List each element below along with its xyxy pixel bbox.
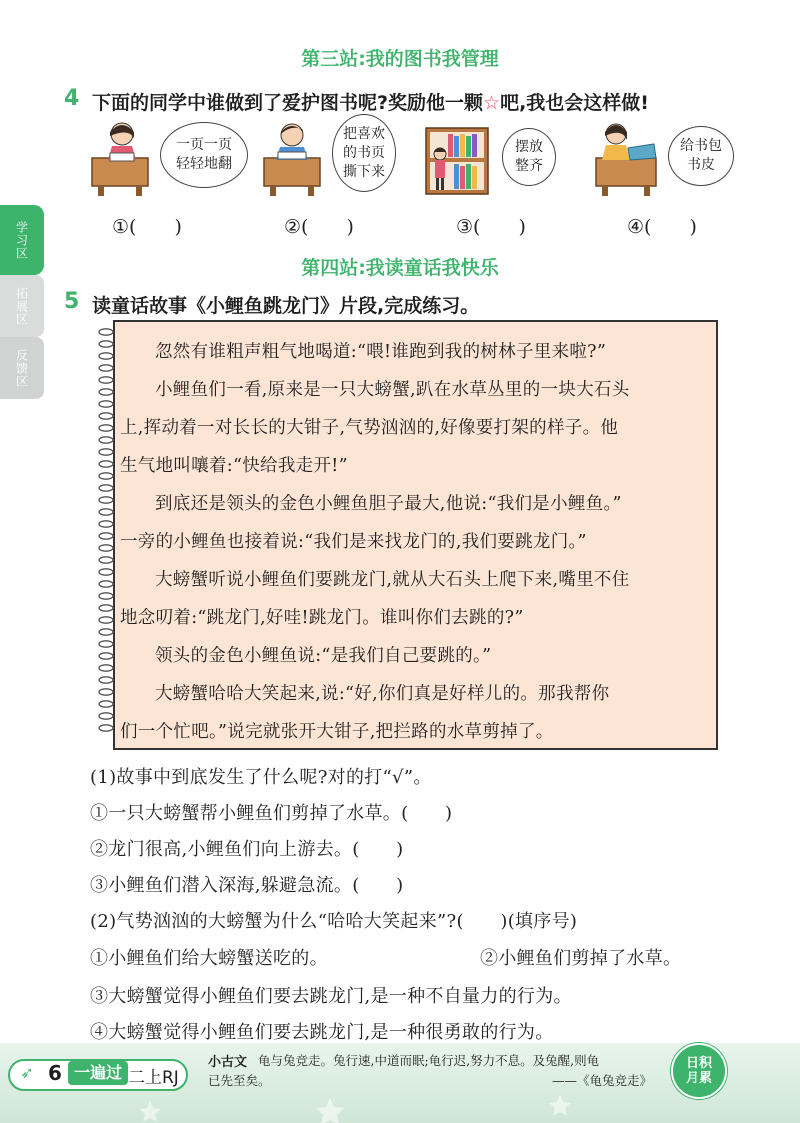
spiral-ring bbox=[99, 641, 113, 647]
spiral-ring bbox=[99, 437, 113, 443]
sub-question-2[interactable]: (2)气势汹汹的大螃蟹为什么“哈哈大笑起来”?( )(填序号) bbox=[90, 911, 578, 932]
spiral-ring bbox=[99, 425, 113, 431]
spiral-ring bbox=[99, 629, 113, 635]
spiral-ring bbox=[99, 461, 113, 467]
story-line: 们一个忙吧。”说完就张开大钳子,把拦路的水草剪掉了。 bbox=[120, 722, 554, 742]
speech-bubble-3: 摆放 整齐 bbox=[502, 128, 556, 186]
spiral-ring bbox=[99, 389, 113, 395]
daily-accumulation-badge: 日积 月累 bbox=[671, 1043, 727, 1099]
story-line: 大螃蟹听说小鲤鱼们要跳龙门,就从大石头上爬下来,嘴里不住 bbox=[155, 570, 630, 590]
choice-2[interactable]: ②( ) bbox=[284, 216, 354, 238]
spiral-ring bbox=[99, 377, 113, 383]
spiral-ring bbox=[99, 497, 113, 503]
boy-tearing-icon bbox=[262, 118, 332, 198]
question-5-text: 读童话故事《小鲤鱼跳龙门》片段,完成练习。 bbox=[92, 295, 480, 317]
story-line: 一旁的小鲤鱼也接着说:“我们是来找龙门的,我们要跳龙门。” bbox=[120, 532, 587, 552]
spiral-ring bbox=[99, 581, 113, 587]
story-line: 生气地叫嚷着:“快给我走开!” bbox=[120, 456, 348, 476]
classic-label: 小古文 bbox=[208, 1055, 248, 1070]
story-line: 到底还是领头的金色小鲤鱼胆子最大,他说:“我们是小鲤鱼。” bbox=[155, 494, 622, 514]
spiral-ring bbox=[99, 341, 113, 347]
speech-bubble-4: 给书包 书皮 bbox=[668, 126, 734, 186]
question-number-4: 4 bbox=[64, 86, 80, 111]
spiral-ring bbox=[99, 521, 113, 527]
girl-covering-book-icon bbox=[594, 118, 666, 198]
story-line: 上,挥动着一对长长的大钳子,气势汹汹的,好像要打架的样子。他 bbox=[120, 418, 619, 438]
spiral-ring bbox=[99, 401, 113, 407]
spiral-ring bbox=[99, 533, 113, 539]
bookshelf-icon bbox=[424, 118, 490, 198]
sub2-option-4: ④大螃蟹觉得小鲤鱼们要去跳龙门,是一种很勇敢的行为。 bbox=[90, 1022, 554, 1043]
section4-title: 第四站:我读童话我快乐 bbox=[301, 257, 499, 279]
spiral-ring bbox=[99, 689, 113, 695]
story-line: 领头的金色小鲤鱼说:“是我们自己要跳的。” bbox=[155, 646, 492, 666]
spiral-ring bbox=[99, 677, 113, 683]
side-tab-feedback[interactable]: 反馈区 bbox=[0, 337, 44, 399]
choice-4[interactable]: ④( ) bbox=[627, 216, 697, 238]
spiral-ring bbox=[99, 545, 113, 551]
figure-reading-girl bbox=[88, 118, 288, 198]
spiral-ring bbox=[99, 725, 113, 731]
story-line: 大螃蟹哈哈大笑起来,说:“好,你们真是好样儿的。那我帮你 bbox=[155, 684, 610, 704]
sub2-option-3: ③大螃蟹觉得小鲤鱼们要去跳龙门,是一种不自量力的行为。 bbox=[90, 986, 572, 1007]
page-footer bbox=[0, 1043, 800, 1123]
spiral-ring bbox=[99, 713, 113, 719]
spiral-ring bbox=[99, 365, 113, 371]
sub2-option-1: ①小鲤鱼们给大螃蟹送吃的。 bbox=[90, 948, 328, 969]
star-icon: ☆ bbox=[483, 92, 501, 114]
speech-bubble-2: 把喜欢 的书页 撕下来 bbox=[332, 114, 396, 192]
sub-question-1: (1)故事中到底发生了什么呢?对的打“√”。 bbox=[90, 767, 432, 788]
figure-bookshelf bbox=[424, 118, 564, 198]
spiral-ring bbox=[99, 701, 113, 707]
rocket-icon: ➶ bbox=[20, 1063, 34, 1082]
figure-tearing-boy bbox=[262, 118, 412, 198]
spiral-ring bbox=[99, 557, 113, 563]
spiral-ring bbox=[99, 413, 113, 419]
classic-source: ——《龟兔竞走》 bbox=[552, 1073, 653, 1088]
sub2-option-2: ②小鲤鱼们剪掉了水草。 bbox=[480, 948, 682, 969]
classic-text-line-1: 龟与兔竞走。兔行速,中道而眠;龟行迟,努力不息。及兔醒,则龟 bbox=[258, 1053, 600, 1068]
grade-label: 二上RJ bbox=[128, 1068, 179, 1088]
spiral-ring bbox=[99, 509, 113, 515]
sub1-option-3[interactable]: ③小鲤鱼们潜入深海,躲避急流。( ) bbox=[90, 875, 404, 896]
spiral-ring bbox=[99, 485, 113, 491]
choice-3[interactable]: ③( ) bbox=[456, 216, 526, 238]
page-number: 6 bbox=[48, 1061, 62, 1085]
side-tab-study[interactable]: 学习区 bbox=[0, 205, 44, 275]
story-line: 小鲤鱼们一看,原来是一只大螃蟹,趴在水草丛里的一块大石头 bbox=[155, 380, 630, 400]
spiral-ring bbox=[99, 605, 113, 611]
spiral-ring bbox=[99, 617, 113, 623]
figure-covering-book bbox=[594, 118, 744, 198]
spiral-ring bbox=[99, 665, 113, 671]
question-number-5: 5 bbox=[64, 289, 80, 314]
girl-reading-icon bbox=[88, 118, 163, 198]
story-line: 忽然有谁粗声粗气地喝道:“喂!谁跑到我的树林子里来啦?” bbox=[155, 342, 607, 362]
sub1-option-1[interactable]: ①一只大螃蟹帮小鲤鱼们剪掉了水草。( ) bbox=[90, 803, 453, 824]
sub1-option-2[interactable]: ②龙门很高,小鲤鱼们向上游去。( ) bbox=[90, 839, 404, 860]
speech-bubble-1: 一页一页 轻轻地翻 bbox=[160, 122, 248, 188]
side-tab-extend[interactable]: 拓展区 bbox=[0, 275, 44, 337]
spiral-ring bbox=[99, 653, 113, 659]
question-4-text: 下面的同学中谁做到了爱护图书呢?奖励他一颗☆吧,我也会这样做! bbox=[92, 92, 649, 114]
spiral-ring bbox=[99, 569, 113, 575]
spiral-ring bbox=[99, 353, 113, 359]
spiral-ring bbox=[99, 473, 113, 479]
spiral-ring bbox=[99, 329, 113, 335]
story-line: 地念叨着:“跳龙门,好哇!跳龙门。谁叫你们去跳的?” bbox=[120, 608, 524, 628]
spiral-ring bbox=[99, 449, 113, 455]
choice-1[interactable]: ①( ) bbox=[112, 216, 182, 238]
notebook-spiral-icon bbox=[93, 326, 115, 744]
section3-title: 第三站:我的图书我管理 bbox=[301, 48, 499, 70]
classic-text-line-2: 已先至矣。 bbox=[208, 1073, 271, 1088]
spiral-ring bbox=[99, 593, 113, 599]
brand-logo: 一遍过 bbox=[68, 1061, 128, 1085]
